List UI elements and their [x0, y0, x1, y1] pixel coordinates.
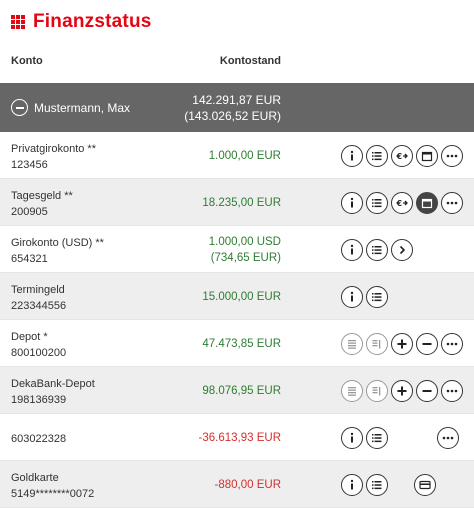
- account-name: Tagesgeld **: [11, 190, 73, 202]
- column-header: [0, 44, 474, 78]
- balance-primary: 18.235,00 EUR: [202, 197, 281, 209]
- document-list-icon[interactable]: [366, 380, 388, 402]
- list-icon[interactable]: [366, 427, 388, 449]
- balance-primary: -36.613,93 EUR: [198, 432, 281, 444]
- account-row[interactable]: [0, 273, 474, 320]
- account-name: Girokonto (USD) **: [11, 237, 104, 249]
- account-info: [11, 235, 104, 267]
- more-icon[interactable]: [441, 192, 463, 214]
- calendar-icon[interactable]: [416, 192, 438, 214]
- transfer-icon[interactable]: [391, 192, 413, 214]
- account-balance: [202, 336, 281, 352]
- more-icon[interactable]: [441, 380, 463, 402]
- info-icon[interactable]: [341, 145, 363, 167]
- account-name: Privatgirokonto **: [11, 143, 96, 155]
- account-name: Termingeld: [11, 284, 65, 296]
- account-name: Depot *: [11, 331, 48, 343]
- account-number: 5149********0072: [11, 488, 95, 500]
- owner-name: Mustermann, Max: [34, 100, 131, 115]
- transfer-icon[interactable]: [391, 145, 413, 167]
- account-row[interactable]: [0, 414, 474, 461]
- account-balance: [215, 477, 281, 493]
- list-icon[interactable]: [366, 145, 388, 167]
- list-icon[interactable]: [366, 286, 388, 308]
- account-list: [0, 83, 474, 508]
- account-number: 800100200: [11, 347, 67, 359]
- info-icon[interactable]: [341, 286, 363, 308]
- minus-icon[interactable]: [416, 380, 438, 402]
- account-balance: [209, 148, 281, 164]
- account-balance: [202, 383, 281, 399]
- svg-text:€: €: [396, 199, 403, 208]
- more-icon[interactable]: [441, 333, 463, 355]
- balance-primary: 47.473,85 EUR: [202, 338, 281, 350]
- minus-icon[interactable]: [416, 333, 438, 355]
- account-row[interactable]: [0, 367, 474, 414]
- list-icon[interactable]: [366, 474, 388, 496]
- list-icon[interactable]: [366, 239, 388, 261]
- account-number: 123456: [11, 159, 48, 171]
- document-list-icon[interactable]: [366, 333, 388, 355]
- more-icon[interactable]: [437, 427, 459, 449]
- account-info: [11, 329, 66, 361]
- account-number: 654321: [11, 253, 48, 265]
- owner-total: [184, 92, 281, 124]
- credit-card-icon[interactable]: [414, 474, 436, 496]
- account-number: 603022328: [11, 433, 67, 445]
- document-icon[interactable]: [341, 333, 363, 355]
- owner-total-primary: 142.291,87 EUR: [192, 92, 281, 107]
- collapse-icon[interactable]: [11, 99, 28, 116]
- page-title: Finanzstatus: [33, 11, 152, 32]
- svg-text:€: €: [396, 152, 403, 161]
- plus-icon[interactable]: [391, 380, 413, 402]
- account-balance: [202, 289, 281, 305]
- more-icon[interactable]: [441, 145, 463, 167]
- account-info: [11, 470, 94, 502]
- column-konto: Konto: [11, 55, 43, 67]
- calendar-icon[interactable]: [416, 145, 438, 167]
- balance-primary: 1.000,00 EUR: [208, 150, 281, 162]
- account-info: [11, 376, 95, 408]
- document-icon[interactable]: [341, 380, 363, 402]
- account-info: [11, 282, 66, 314]
- account-balance: [209, 234, 281, 266]
- owner-total-secondary: (143.026,52 EUR): [184, 108, 281, 123]
- title-bar: [0, 0, 474, 44]
- account-name: DekaBank-Depot: [11, 378, 95, 390]
- account-info: [11, 141, 96, 173]
- balance-primary: 1.000,00 USD: [208, 236, 281, 248]
- info-icon[interactable]: [341, 427, 363, 449]
- grid-icon: [11, 15, 25, 29]
- info-icon[interactable]: [341, 239, 363, 261]
- account-row[interactable]: [0, 226, 474, 273]
- balance-primary: -880,00 EUR: [214, 479, 281, 491]
- account-row[interactable]: [0, 179, 474, 226]
- owner-row[interactable]: [0, 83, 474, 132]
- account-info: [11, 188, 73, 220]
- info-icon[interactable]: [341, 474, 363, 496]
- chevron-right-icon[interactable]: [391, 239, 413, 261]
- account-number: 198136939: [11, 394, 67, 406]
- balance-primary: 98.076,95 EUR: [202, 385, 281, 397]
- account-number: 200905: [11, 206, 48, 218]
- column-kontostand: Kontostand: [219, 55, 281, 67]
- balance-secondary: (734,65 EUR): [210, 252, 281, 264]
- account-balance: [199, 430, 281, 446]
- account-row[interactable]: [0, 461, 474, 508]
- account-row[interactable]: [0, 320, 474, 367]
- account-number: 223344556: [11, 300, 67, 312]
- account-row[interactable]: [0, 132, 474, 179]
- plus-icon[interactable]: [391, 333, 413, 355]
- balance-primary: 15.000,00 EUR: [202, 291, 281, 303]
- account-name: Goldkarte: [11, 472, 59, 484]
- info-icon[interactable]: [341, 192, 363, 214]
- account-balance: [202, 195, 281, 211]
- account-info: [11, 431, 66, 447]
- list-icon[interactable]: [366, 192, 388, 214]
